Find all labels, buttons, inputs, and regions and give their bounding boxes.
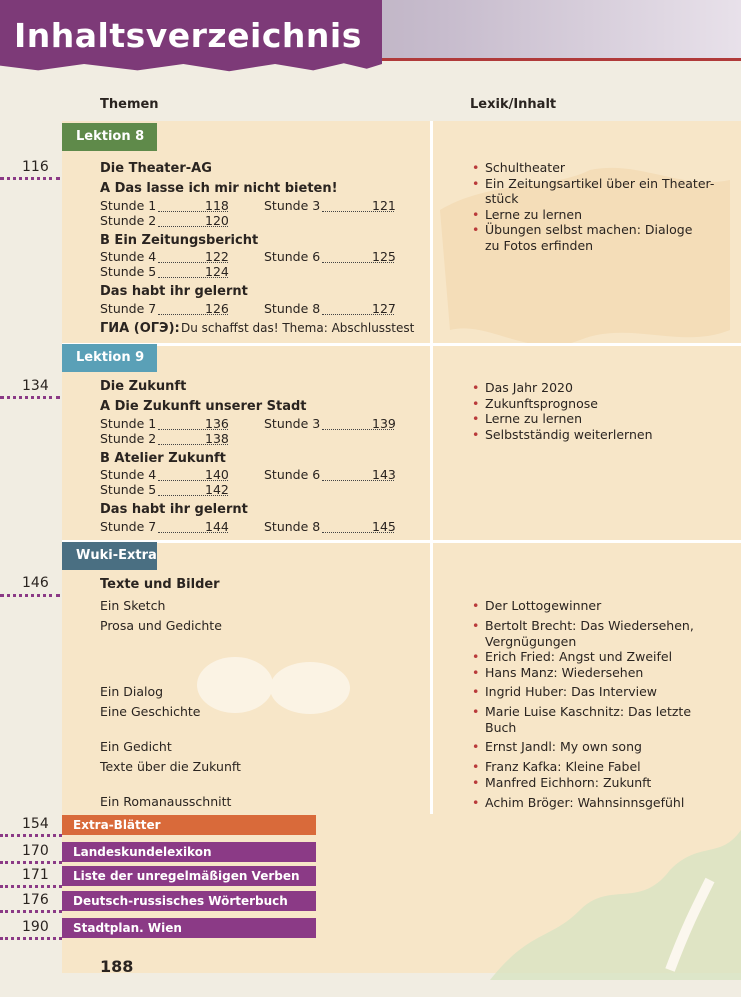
lexik-item: • Franz Kafka: Kleine Fabel — [485, 759, 725, 775]
dotted-leader — [0, 834, 62, 837]
section-separator — [62, 343, 741, 346]
lexik-item: • Übungen selbst machen: Dialoge zu Fotos erfinden — [485, 222, 725, 253]
dotted-leader — [0, 910, 62, 913]
lexik-item: • Ein Zeitungsartikel über ein Theater- stück — [485, 176, 725, 207]
dotted-leader — [0, 396, 60, 399]
stunde-label: Stunde 4 — [100, 467, 157, 482]
stunde-label: Stunde 2 — [100, 213, 157, 228]
stunde-page: 124 — [205, 264, 229, 279]
lesson-title: Die Theater-AG — [100, 161, 212, 176]
wuki-item: Prosa und Gedichte — [100, 618, 222, 633]
appendix-bar-stadtplan: Stadtplan. Wien — [62, 918, 316, 938]
dotted-leader — [0, 177, 60, 180]
lexik-item: • Selbstständig weiterlernen — [485, 427, 725, 443]
wuki-extra-tab: Wuki-Extra — [62, 542, 157, 570]
stunde-label: Stunde 2 — [100, 431, 157, 446]
page-ref-lektion9: 134 — [22, 378, 49, 394]
wuki-item: Texte über die Zukunft — [100, 759, 241, 774]
stunde-label: Stunde 4 — [100, 249, 157, 264]
stunde-label: Stunde 6 — [264, 249, 321, 264]
lexik-item: • Lerne zu lernen — [485, 207, 725, 223]
stunde-label: Stunde 3 — [264, 416, 321, 431]
stunde-label: Stunde 5 — [100, 264, 157, 279]
stunde-page: 127 — [372, 301, 396, 316]
appendix-bar-verben: Liste der unregelmäßigen Verben — [62, 866, 316, 886]
page-number: 188 — [100, 957, 134, 976]
stunde-page: 143 — [372, 467, 396, 482]
lexik-item: • Lerne zu lernen — [485, 411, 725, 427]
stunde-label: Stunde 8 — [264, 519, 321, 534]
section-c-title: Das habt ihr gelernt — [100, 284, 248, 299]
plants-watermark — [470, 820, 741, 980]
section-a-title: A Das lasse ich mir nicht bieten! — [100, 181, 338, 196]
page-title: Inhaltsverzeichnis — [14, 16, 362, 55]
stunde-label: Stunde 7 — [100, 301, 157, 316]
gia-text: Du schaffst das! Thema: Abschlusstest — [181, 321, 415, 335]
page-ref-appendix: 170 — [22, 843, 49, 859]
lexik-item: • Zukunftsprognose — [485, 396, 725, 412]
section-a-title: A Die Zukunft unserer Stadt — [100, 399, 307, 414]
stunde-page: 144 — [205, 519, 229, 534]
dotted-leader — [0, 594, 60, 597]
lexik-item: • Der Lottogewinner — [485, 598, 725, 614]
wuki-title: Texte und Bilder — [100, 577, 220, 592]
stunde-page: 145 — [372, 519, 396, 534]
dotted-leader — [0, 861, 62, 864]
stunde-label: Stunde 1 — [100, 416, 157, 431]
stunde-page: 136 — [205, 416, 229, 431]
lesson-tab-9: Lektion 9 — [62, 344, 157, 372]
stunde-page: 140 — [205, 467, 229, 482]
page-ref-lektion8: 116 — [22, 159, 49, 175]
lexik-item: • Erich Fried: Angst und Zweifel — [485, 649, 725, 665]
lesson-tab-8: Lektion 8 — [62, 123, 157, 151]
stunde-label: Stunde 6 — [264, 467, 321, 482]
stunde-page: 125 — [372, 249, 396, 264]
lexik-item: • Hans Manz: Wiedersehen — [485, 665, 725, 681]
stunde-page: 142 — [205, 482, 229, 497]
stunde-page: 120 — [205, 213, 229, 228]
stunde-page: 139 — [372, 416, 396, 431]
header-rule — [380, 58, 741, 61]
stunde-label: Stunde 7 — [100, 519, 157, 534]
lexik-item: • Marie Luise Kaschnitz: Das letzte Buch — [485, 704, 725, 735]
wuki-item: Ein Romanausschnitt — [100, 794, 232, 809]
page-ref-wuki: 146 — [22, 575, 49, 591]
dotted-leader — [0, 937, 62, 940]
lexik-item: • Das Jahr 2020 — [485, 380, 725, 396]
appendix-bar-extra-blaetter: Extra-Blätter — [62, 815, 316, 835]
page-ref-appendix: 154 — [22, 816, 49, 832]
section-b-title: B Ein Zeitungsbericht — [100, 233, 259, 248]
stunde-page: 126 — [205, 301, 229, 316]
column-header-themen: Themen — [100, 97, 159, 112]
stunde-label: Stunde 5 — [100, 482, 157, 497]
lexik-item: • Schultheater — [485, 160, 725, 176]
appendix-bar-woerterbuch: Deutsch-russisches Wörterbuch — [62, 891, 316, 911]
page-ref-appendix: 190 — [22, 919, 49, 935]
stunde-label: Stunde 1 — [100, 198, 157, 213]
stunde-page: 138 — [205, 431, 229, 446]
masks-watermark — [190, 650, 360, 730]
wuki-item: Eine Geschichte — [100, 704, 201, 719]
stunde-label: Stunde 8 — [264, 301, 321, 316]
wuki-item: Ein Sketch — [100, 598, 166, 613]
section-separator — [62, 540, 741, 543]
stunde-page: 121 — [372, 198, 396, 213]
lexik-item: • Ingrid Huber: Das Interview — [485, 684, 725, 700]
wuki-item: Ein Dialog — [100, 684, 164, 699]
stunde-page: 118 — [205, 198, 229, 213]
section-c-title: Das habt ihr gelernt — [100, 502, 248, 517]
column-divider — [430, 121, 433, 814]
page-ref-appendix: 171 — [22, 867, 49, 883]
stunde-label: Stunde 3 — [264, 198, 321, 213]
section-b-title: B Atelier Zukunft — [100, 451, 226, 466]
lesson-title: Die Zukunft — [100, 379, 187, 394]
page-ref-appendix: 176 — [22, 892, 49, 908]
wuki-item: Ein Gedicht — [100, 739, 172, 754]
dotted-leader — [0, 885, 62, 888]
lexik-item: • Bertolt Brecht: Das Wiedersehen, Vergnügungen — [485, 618, 725, 649]
lexik-item: • Achim Bröger: Wahnsinnsgefühl — [485, 795, 725, 811]
gia-label: ГИА (ОГЭ): — [100, 321, 180, 336]
stunde-page: 122 — [205, 249, 229, 264]
lexik-list-lektion8 — [485, 160, 725, 253]
appendix-bar-landeskundelexikon: Landeskundelexikon — [62, 842, 316, 862]
lexik-list-lektion9 — [485, 380, 725, 442]
column-header-lexik: Lexik/Inhalt — [470, 97, 557, 112]
lexik-item: • Ernst Jandl: My own song — [485, 739, 725, 755]
lexik-item: • Manfred Eichhorn: Zukunft — [485, 775, 725, 791]
